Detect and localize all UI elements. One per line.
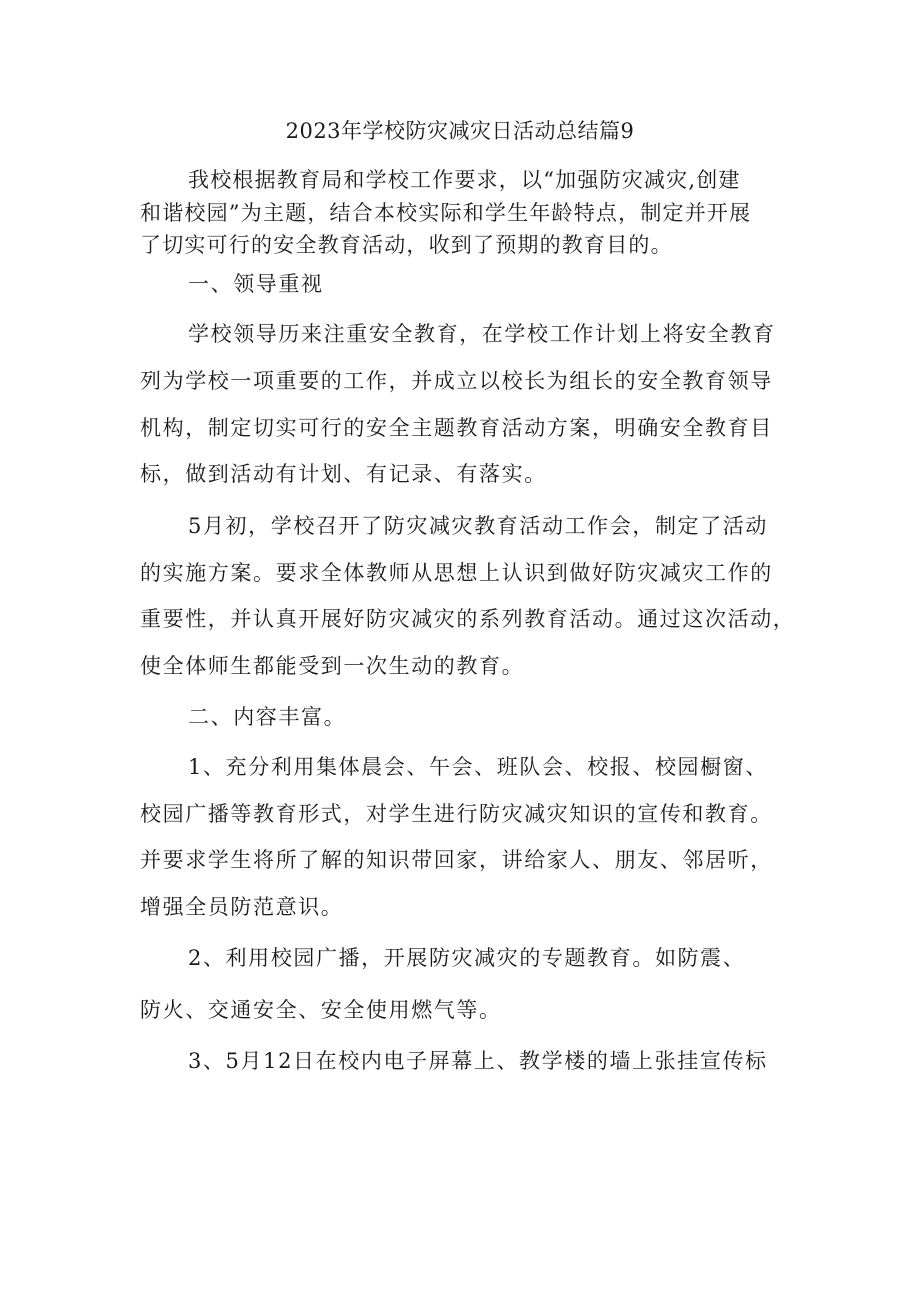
intro-line-3: 了切实可行的安全教育活动，收到了预期的教育目的。 [140, 233, 673, 257]
item3-line-1: 3、5月12日在校内电子屏幕上、教学楼的墙上张挂宣传标 [188, 1049, 768, 1073]
intro-line-2: 和谐校园”为主题，结合本校实际和学生年龄特点，制定并开展 [140, 201, 752, 225]
section1-para2-line-2: 的实施方案。要求全体教师从思想上认识到做好防灾减灾工作的 [140, 561, 773, 585]
section1-para2-line-4: 使全体师生都能受到一次生动的教育。 [140, 654, 525, 678]
section1-para1-line-1: 学校领导历来注重安全教育，在学校工作计划上将安全教育 [188, 322, 776, 346]
section1-para2-line-3: 重要性，并认真开展好防灾减灾的系列教育活动。通过这次活动， [140, 607, 796, 631]
item2-line-1: 2、利用校园广播，开展防灾减灾的专题教育。如防震、 [188, 946, 746, 970]
item1-line-4: 增强全员防范意识。 [140, 895, 344, 919]
document-title: 2023年学校防灾减灾日活动总结篇9 [285, 119, 635, 143]
item1-line-3: 并要求学生将所了解的知识带回家，讲给家人、朋友、邻居听， [140, 848, 773, 872]
section1-para1-line-4: 标，做到活动有计划、有记录、有落实。 [140, 462, 547, 486]
section1-para2-line-1: 5月初，学校召开了防灾减灾教育活动工作会，制定了活动 [188, 514, 768, 538]
section1-heading: 一、领导重视 [188, 272, 324, 296]
item1-line-2: 校园广播等教育形式，对学生进行防灾减灾知识的宣传和教育。 [140, 802, 773, 826]
section1-para1-line-3: 机构，制定切实可行的安全主题教育活动方案，明确安全教育目 [140, 416, 773, 440]
item1-line-1: 1、充分利用集体晨会、午会、班队会、校报、校园橱窗、 [188, 755, 768, 779]
item2-line-2: 防火、交通安全、安全使用燃气等。 [140, 998, 502, 1022]
intro-line-1: 我校根据教育局和学校工作要求，以“加强防灾减灾,创建 [188, 168, 741, 192]
section1-para1-line-2: 列为学校一项重要的工作，并成立以校长为组长的安全教育领导 [140, 369, 773, 393]
section2-heading: 二、内容丰富。 [188, 705, 347, 729]
